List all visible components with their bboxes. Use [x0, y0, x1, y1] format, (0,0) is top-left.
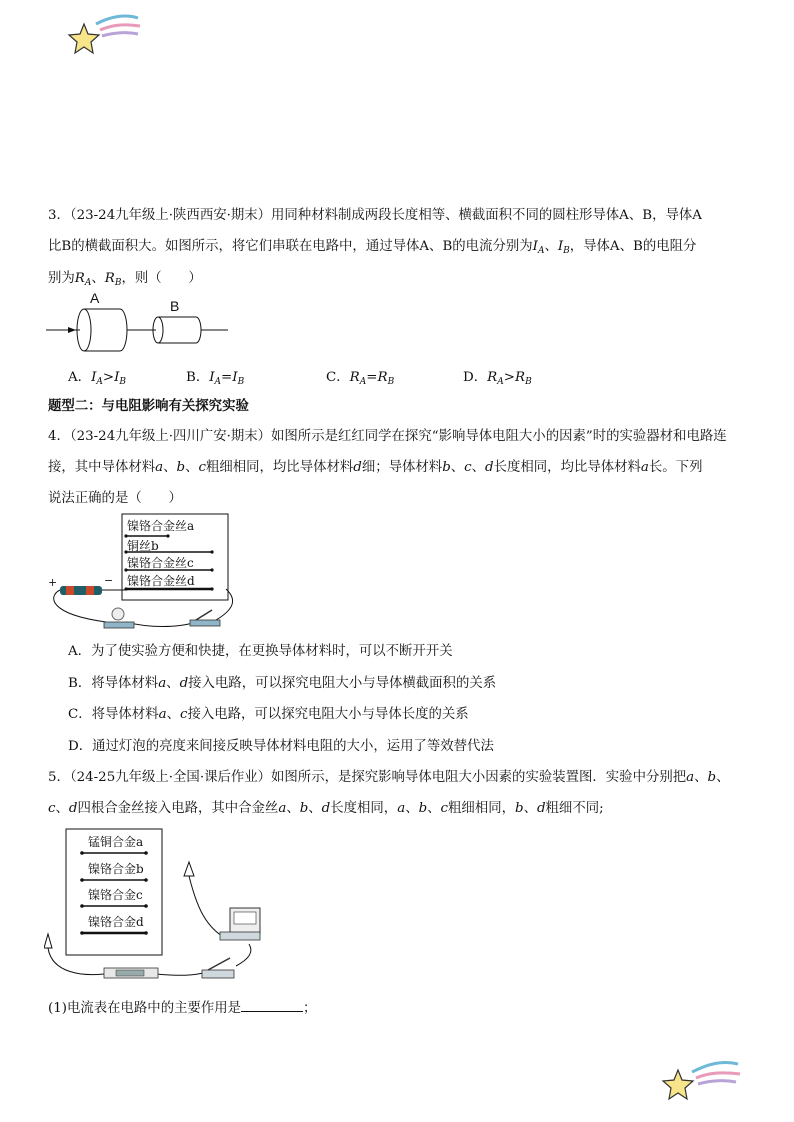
q5-line1: 5．（24-25九年级上·全国·课后作业）如图所示，是探究影响导体电阻大小因素的实验装置图．实验中分别把a、b、 — [48, 770, 730, 785]
wire-label-c: 镍铬合金丝c — [127, 556, 194, 570]
wire-label-a: 镍铬合金丝a — [127, 519, 195, 533]
star-decoration-bottom-icon — [660, 1058, 744, 1102]
alloy-label-c: 镍铬合金c — [88, 888, 143, 902]
wire-label-b: 铜丝b — [127, 539, 159, 553]
q4-line3: 说法正确的是（ ） — [48, 491, 182, 506]
q4-line2: 接，其中导体材料a、b、c粗细相同，均比导体材料d细；导体材料b、c、d长度相同，均比导体材料a长。下列 — [48, 460, 703, 475]
q3-option-d[interactable]: D．$R_A>R_B$ — [463, 370, 532, 387]
q3-option-c[interactable]: C．$R_A=R_B$ — [326, 370, 395, 387]
q3-line2: 比B的横截面积大。如图所示，将它们串联在电路中，通过导体A、B的电流分别为$I_A$、$I_B$，导体A、B的电阻分 — [48, 239, 697, 256]
q5-apparatus-drawing — [44, 824, 274, 994]
q3-option-b[interactable]: B．$I_A=I_B$ — [186, 370, 245, 387]
q3-line1: 3．（23-24九年级上·陕西西安·期末）用同种材料制成两段长度相等、横截面积不同的圆柱形导体A、B，导体A — [48, 208, 702, 223]
battery-plus-label: + — [48, 576, 58, 589]
q4-option-c[interactable]: C．将导体材料a、c接入电路，可以探究电阻大小与导体长度的关系 — [68, 707, 469, 722]
q4-circuit-figure — [48, 510, 238, 638]
q3-label-a: A — [90, 290, 100, 306]
alloy-label-a: 锰铜合金a — [88, 835, 144, 849]
q5-apparatus-figure — [44, 824, 274, 994]
q5-line2: c、d四根合金丝接入电路，其中合金丝a、b、d长度相同，a、b、c粗细相同，b、d粗细不同; — [48, 801, 604, 816]
alloy-label-b: 镍铬合金b — [88, 862, 144, 876]
wire-label-d: 镍铬合金丝d — [127, 574, 195, 588]
answer-blank[interactable] — [241, 999, 303, 1012]
section-title: 题型二：与电阻影响有关探究实验 — [48, 398, 249, 414]
star-decoration-icon — [66, 14, 146, 58]
q3-option-a[interactable]: A．$I_A>I_B$ — [68, 370, 127, 387]
q4-option-b[interactable]: B．将导体材料a、d接入电路，可以探究电阻大小与导体横截面积的关系 — [68, 676, 497, 691]
q3-line3: 别为$R_A$、$R_B$，则（ ） — [48, 271, 202, 288]
q4-option-d[interactable]: D．通过灯泡的亮度来间接反映导体材料电阻的大小，运用了等效替代法 — [68, 739, 494, 754]
alloy-label-d: 镍铬合金d — [88, 915, 144, 929]
q4-line1: 4．（23-24九年级上·四川广安·期末）如图所示是红红同学在探究“影响导体电阻大小的因素”时的实验器材和电路连 — [48, 429, 727, 444]
q4-option-a[interactable]: A．为了使实验方便和快捷，在更换导体材料时，可以不断开开关 — [68, 644, 453, 659]
q3-label-b: B — [170, 298, 180, 314]
battery-minus-label: − — [104, 574, 114, 587]
q3-conductor-figure — [46, 290, 236, 360]
q5-subquestion-1: (1)电流表在电路中的主要作用是 ； — [48, 1001, 317, 1016]
